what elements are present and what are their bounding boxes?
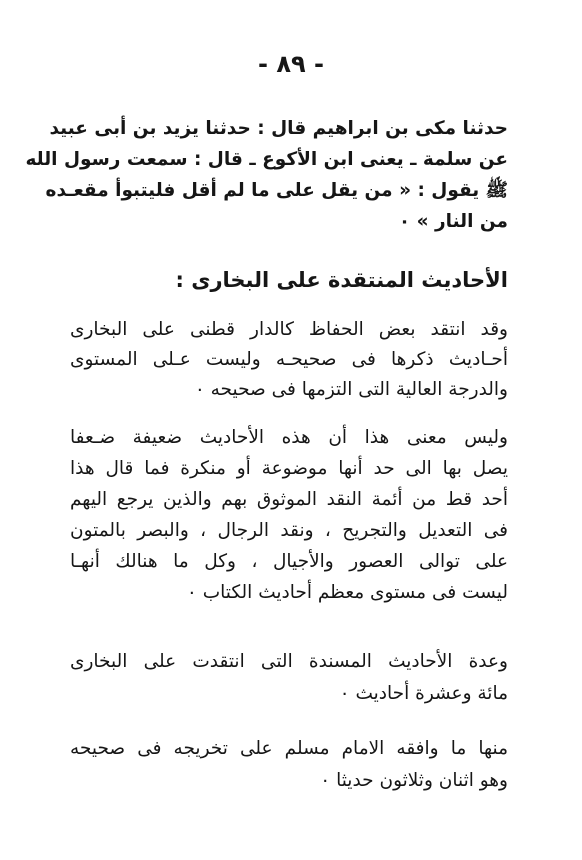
paragraph-line: منها ما وافقه الامام مسلم على تخريجه فى صحيحه (70, 738, 508, 759)
section-heading-text: الأحاديث المنتقدة على البخارى : (175, 268, 508, 292)
hadith-line-1: حدثنا مكى بن ابراهيم قال : حدثنا يزيد بن أبى عبيد (49, 118, 508, 139)
paragraph-count (70, 646, 508, 710)
hadith-line-4: من النار » ٠ (398, 211, 508, 232)
paragraph-line: والدرجة العالية التى التزمها فى صحيحه ٠ (194, 379, 508, 400)
paragraph-line: مائة وعشرة أحاديث ٠ (339, 683, 508, 704)
paragraph-meaning (70, 422, 508, 608)
hadith-line-3: ﷺ يقول : « من يقل على ما لم أقل فليتبوأ مقعـده (45, 180, 508, 201)
paragraph-line: يصل بها الى حد أنها موضوعة أو منكرة فما قال هذا (70, 458, 508, 479)
paragraph-muslim-agreement (70, 733, 508, 797)
page-number: - ٨٩ - (258, 50, 324, 78)
paragraph-line: ليست فى مستوى معظم أحاديث الكتاب ٠ (186, 582, 508, 603)
hadith-paragraph (25, 113, 508, 237)
paragraph-line: وليس معنى هذا أن هذه الأحاديث ضعيفة ضـعفا (70, 427, 508, 448)
paragraph-line: أحـاديث ذكرها فى صحيحـه وليست عـلى المستوى (70, 349, 508, 370)
paragraph-line: أحد قط من أئمة النقد الموثوق بهم والذين يرجع اليهم (70, 489, 508, 510)
paragraph-criticism (70, 315, 508, 405)
paragraph-line: على توالى العصور والأجيال ، وكل ما هنالك أنهـا (70, 551, 508, 572)
paragraph-line: وقد انتقد بعض الحفاظ كالدار قطنى على البخارى (70, 319, 508, 340)
paragraph-line: وعدة الأحاديث المسندة التى انتقدت على البخارى (70, 651, 508, 672)
hadith-line-2: عن سلمة ـ يعنى ابن الأكوع ـ قال : سمعت رسول الله (25, 149, 508, 170)
paragraph-line: وهو اثنان وثلاثون حديثا ٠ (320, 770, 508, 791)
paragraph-line: فى التعديل والتجريح ، ونقد الرجال ، والبصر بالمتون (70, 520, 508, 541)
section-heading (70, 265, 508, 295)
